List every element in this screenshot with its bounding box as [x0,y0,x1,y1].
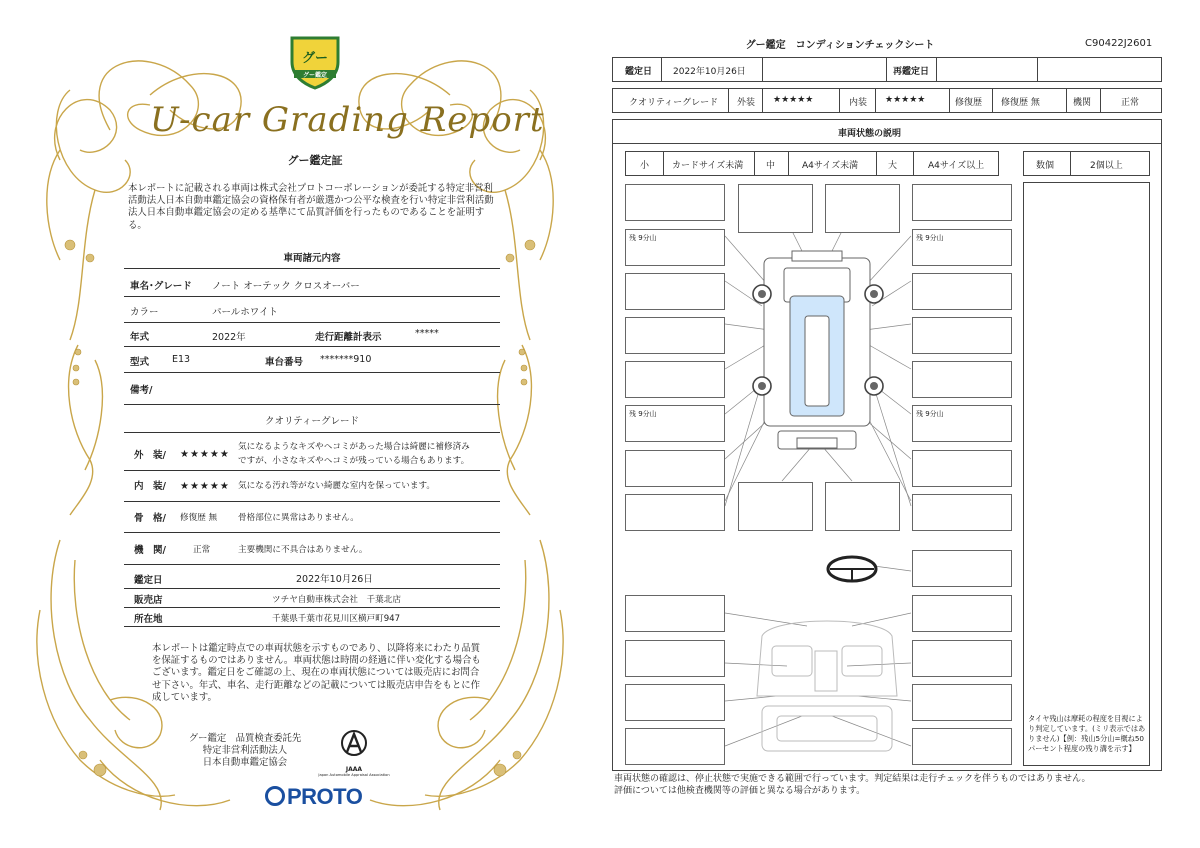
issuer-block [170,733,320,770]
mileage-value: ***** [415,328,439,339]
damage-box[interactable] [625,317,725,354]
engine-value: 正常 [193,545,211,555]
int-label: 内装 [849,98,868,108]
damage-box[interactable] [912,494,1012,531]
divider [124,296,500,297]
divider [124,564,500,565]
legend-large-desc: A4サイズ以上 [928,161,985,171]
interior-label: 内 装/ [134,481,166,492]
inspect-date-value: 2022年10月26日 [296,574,373,585]
dealer-value: ツチヤ自動車株式会社 千葉北店 [272,595,401,605]
jaaa-emblem-icon [339,728,369,762]
interior-stars: ★★★★★ [180,481,230,492]
grade-heading: クオリティーグレード [264,416,360,427]
interior-comment: 気になる汚れ等がない綺麗な室内を保っています。 [238,481,435,491]
address-label: 所在地 [134,614,163,625]
interior-box[interactable] [912,684,1012,721]
legend-large-label: 大 [888,161,898,171]
divider [124,322,500,323]
damage-box[interactable] [625,494,725,531]
certificate-subtitle: グー鑑定証 [287,154,343,167]
engine-comment: 主要機関に不具合はありません。 [238,545,368,555]
legend-mid-desc: A4サイズ未満 [802,161,859,171]
divider [124,532,500,533]
damage-box[interactable] [625,361,725,398]
frame-comment: 骨格部位に異常はありません。 [238,513,359,523]
engine-label: 機 関/ [134,545,166,556]
interior-box[interactable] [912,640,1012,677]
tyre-rear-left: 残 9分山 [629,410,657,418]
document-id: C90422J2601 [1085,38,1153,49]
dealer-label: 販売店 [134,595,163,606]
interior-box[interactable] [625,595,725,632]
engine-label: 機関 [1073,98,1092,108]
shield-badge-icon [286,32,344,90]
exterior-comment-2: ですが、小さなキズやヘコミが残っている場合もあります。 [238,456,470,466]
remarks-label: 備考/ [130,385,153,396]
damage-box[interactable] [912,273,1012,310]
interior-box[interactable] [625,640,725,677]
divider [124,501,500,502]
chassis-label: 車台番号 [265,357,304,368]
interior-box[interactable] [625,684,725,721]
svg-text:グー: グー [301,51,329,66]
count-legend [1023,151,1150,176]
exterior-stars: ★★★★★ [180,449,230,460]
date-row [612,57,1162,82]
comment-column [1023,182,1150,766]
int-stars: ★★★★★ [885,95,926,105]
divider [124,268,500,269]
damage-box[interactable] [738,482,813,531]
issuer-line-3: 日本自動車鑑定協会 [202,757,288,769]
sheet-notes [614,773,1091,797]
certificate-footnote: 本レポートは鑑定時点での車両状態を示すものであり、以降将来にわたり品質を保証するものではありません。車両状態は時間の経過に伴い変化する場合もございます。鑑定日をご確認の上、現在の車両状態については販売店にお問合せ下さい。年式、車名、走行距離などの記載については販売店申告をもとに作成しています。 [152,643,481,703]
car-name-value: ノート オーテック クロスオーバー [212,281,360,292]
color-label: カラー [130,307,159,318]
badge-label: グー鑑定 [302,72,327,79]
tyre-rear-right: 残 9分山 [916,410,944,418]
damage-box[interactable] [625,273,725,310]
goo-kantei-badge [286,32,344,90]
damage-box[interactable] [912,550,1012,587]
damage-box[interactable] [625,184,725,221]
grade-label: クオリティーグレード [629,98,719,108]
tyre-front-right: 残 9分山 [916,234,944,242]
tyre-front-left: 残 9分山 [629,234,657,242]
frame-value: 修復歴 無 [180,513,218,523]
car-name-label: 車名･グレード [130,281,192,292]
frame-label: 骨 格/ [134,513,166,524]
damage-box[interactable] [625,450,725,487]
proto-mark-icon [265,786,285,806]
damage-box[interactable] [825,184,900,233]
year-value: 2022年 [212,332,246,343]
issuer-line-2: 特定非営利活動法人 [202,745,288,757]
divider [124,432,500,433]
divider [124,404,500,405]
damage-box[interactable] [912,361,1012,398]
date-label: 鑑定日 [625,67,653,77]
divider [124,470,500,471]
divider [124,346,500,347]
script-title: U-car Grading Report [150,100,545,140]
divider [124,588,500,589]
divider [124,372,500,373]
divider [124,626,500,627]
repair-value: 修復歴 無 [1001,98,1040,108]
reinspect-label: 再鑑定日 [893,67,930,77]
proto-logo-text: PROTO [287,784,363,809]
exterior-label: 外 装/ [134,450,166,461]
model-label: 型式 [130,357,150,368]
chassis-value: *******910 [320,354,372,365]
mileage-label: 走行距離計表示 [315,332,382,343]
exterior-comment-1: 気になるようなキズやヘコミがあった場合は綺麗に補修済み [238,442,470,452]
interior-box[interactable] [625,728,725,765]
legend-mid-label: 中 [766,161,776,171]
ext-stars: ★★★★★ [773,95,814,105]
proto-logo [265,784,362,810]
jaaa-fullname: Japan Automobile Appraisal Association [318,773,390,777]
inspect-date-label: 鑑定日 [134,575,163,586]
legend-heading: 車両状態の説明 [838,129,902,139]
color-value: パールホワイト [212,307,279,318]
damage-box[interactable] [738,184,813,233]
model-value: E13 [172,354,191,365]
damage-box[interactable] [912,317,1012,354]
divider [124,607,500,608]
damage-box[interactable] [825,482,900,531]
legend-small-desc: カードサイズ未満 [672,161,744,171]
sheet-title: グー鑑定 コンディションチェックシート [745,40,935,51]
interior-box[interactable] [912,595,1012,632]
legend-count-desc: 2個以上 [1090,161,1123,171]
year-label: 年式 [130,332,150,343]
note-line-2: 評価については他検査機関等の評価と異なる場合があります。 [614,786,866,796]
grade-row [612,88,1162,113]
address-value: 千葉県千葉市花見川区横戸町947 [272,614,401,624]
damage-box[interactable] [912,184,1012,221]
note-line-1: 車両状態の確認は、停止状態で実施できる範囲で行っています。判定結果は走行チェックを伴うものではありません。 [614,774,1091,784]
interior-box[interactable] [912,728,1012,765]
size-legend [625,151,999,176]
tire-tread-note: タイヤ残山は摩耗の程度を目視により判定しています。(ミリ表示ではありません)【例：残山5分山=概ね50パーセント程度の残り溝を示す】 [1028,714,1146,753]
legend-count-label: 数個 [1036,161,1055,171]
repair-label: 修復歴 [955,98,983,108]
engine-value: 正常 [1121,98,1140,108]
jaaa-name: JAAA [345,766,363,773]
issuer-line-1: グー鑑定 品質検査委託先 [188,733,302,744]
certificate-intro: 本レポートに記載される車両は株式会社プロトコーポレーションが委託する特定非営利活動法人日本自動車鑑定協会の資格保有者が厳選かつ公平な検査を行い特定非営利活動法人日本自動車鑑定協会の定める基準にて品質評価を行ったものであることを証明する。 [128,183,494,231]
spec-heading: 車両諸元内容 [283,253,341,264]
jaaa-logo [318,728,390,777]
legend-small-label: 小 [640,161,650,171]
date-value: 2022年10月26日 [673,67,746,77]
damage-box[interactable] [912,450,1012,487]
ext-label: 外装 [737,98,756,108]
